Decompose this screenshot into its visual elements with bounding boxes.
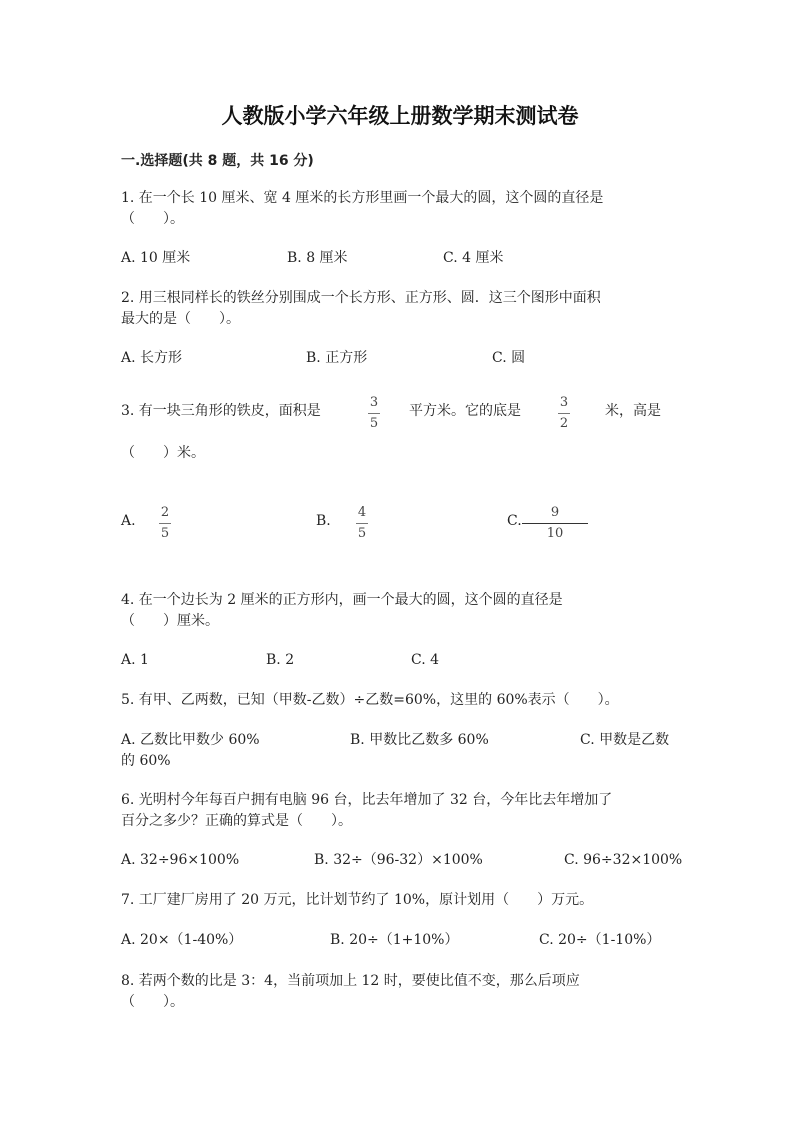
fraction-bar: [558, 413, 570, 414]
section-heading: 一.选择题(共 8 题，共 16 分): [121, 153, 314, 169]
question-4-option-b[interactable]: B. 2: [266, 652, 295, 668]
question-3-option-c[interactable]: C.: [507, 513, 522, 529]
question-1-option-b[interactable]: B. 8 厘米: [287, 250, 348, 266]
question-3-option-a-fraction: [159, 505, 171, 542]
question-6-option-a[interactable]: A. 32÷96×100%: [121, 852, 240, 868]
question-3-option-b[interactable]: B.: [316, 513, 331, 529]
question-1-option-a[interactable]: A. 10 厘米: [121, 250, 191, 266]
question-4-text: 4. 在一个边长为 2 厘米的正方形内，画一个最大的圆，这个圆的直径是: [121, 592, 563, 608]
question-7-option-b[interactable]: B. 20÷（1+10%）: [330, 932, 459, 948]
question-5-option-b[interactable]: B. 甲数比乙数多 60%: [350, 732, 489, 748]
question-8-text-cont: （ ）。: [121, 994, 184, 1010]
question-2-option-a[interactable]: A. 长方形: [121, 350, 183, 366]
question-1-text-cont: （ ）。: [121, 211, 184, 227]
question-6-option-c[interactable]: C. 96÷32×100%: [564, 852, 683, 868]
question-5-option-a[interactable]: A. 乙数比甲数少 60%: [121, 732, 260, 748]
question-1-option-c[interactable]: C. 4 厘米: [443, 250, 504, 266]
fraction-numerator: 9: [550, 505, 560, 520]
question-3-text-cont: （ ）米。: [121, 445, 205, 461]
question-5-option-c[interactable]: C. 甲数是乙数: [580, 732, 670, 748]
question-6-text-cont: 百分之多少？正确的算式是（ ）。: [121, 813, 352, 829]
question-2-text-cont: 最大的是（ ）。: [121, 311, 240, 327]
fraction-numerator: 2: [160, 505, 170, 520]
question-6-text: 6. 光明村今年每百户拥有电脑 96 台，比去年增加了 32 台，今年比去年增加了: [121, 792, 613, 808]
question-3-text-mid: 平方米。它的底是: [409, 403, 521, 419]
fraction-numerator: 4: [357, 505, 367, 520]
fraction-bar: [368, 413, 380, 414]
question-6-option-b[interactable]: B. 32÷（96-32）×100%: [314, 852, 483, 868]
question-4-option-c[interactable]: C. 4: [411, 652, 440, 668]
question-3-text: 3. 有一块三角形的铁皮，面积是: [121, 403, 321, 419]
question-5-option-c-cont: 的 60%: [121, 753, 171, 769]
question-7-option-c[interactable]: C. 20÷（1-10%）: [539, 932, 661, 948]
question-7-option-a[interactable]: A. 20×（1-40%）: [121, 932, 243, 948]
question-2-text: 2. 用三根同样长的铁丝分别围成一个长方形、正方形、圆．这三个图形中面积: [121, 290, 601, 306]
fraction-bar: [356, 523, 368, 524]
fraction-numerator: 3: [369, 395, 379, 410]
question-3-option-a[interactable]: A.: [121, 513, 136, 529]
fraction-bar: [522, 523, 588, 524]
fraction-denominator: 10: [546, 526, 564, 541]
question-4-text-cont: （ ）厘米。: [121, 613, 219, 629]
question-5-text: 5. 有甲、乙两数，已知（甲数-乙数）÷乙数=60%，这里的 60%表示（ ）。: [121, 692, 619, 708]
fraction-denominator: 2: [559, 416, 569, 431]
question-3-option-c-fraction: [522, 505, 588, 542]
question-2-option-b[interactable]: B. 正方形: [306, 350, 368, 366]
fraction-numerator: 3: [559, 395, 569, 410]
fraction-denominator: 5: [160, 526, 170, 541]
question-3-option-b-fraction: [356, 505, 368, 542]
question-8-text: 8. 若两个数的比是 3：4，当前项加上 12 时，要使比值不变，那么后项应: [121, 973, 580, 989]
question-3-text-end: 米，高是: [605, 403, 661, 419]
question-3-fraction-area: [368, 395, 380, 432]
question-3-fraction-base: [558, 395, 570, 432]
question-1-text: 1. 在一个长 10 厘米、宽 4 厘米的长方形里画一个最大的圆，这个圆的直径是: [121, 190, 604, 206]
question-4-option-a[interactable]: A. 1: [121, 652, 149, 668]
question-7-text: 7. 工厂建厂房用了 20 万元，比计划节约了 10%，原计划用（ ）万元。: [121, 892, 594, 908]
fraction-bar: [159, 523, 171, 524]
fraction-denominator: 5: [369, 416, 379, 431]
question-2-option-c[interactable]: C. 圆: [492, 350, 526, 366]
fraction-denominator: 5: [357, 526, 367, 541]
page-title: 人教版小学六年级上册数学期末测试卷: [221, 104, 579, 128]
